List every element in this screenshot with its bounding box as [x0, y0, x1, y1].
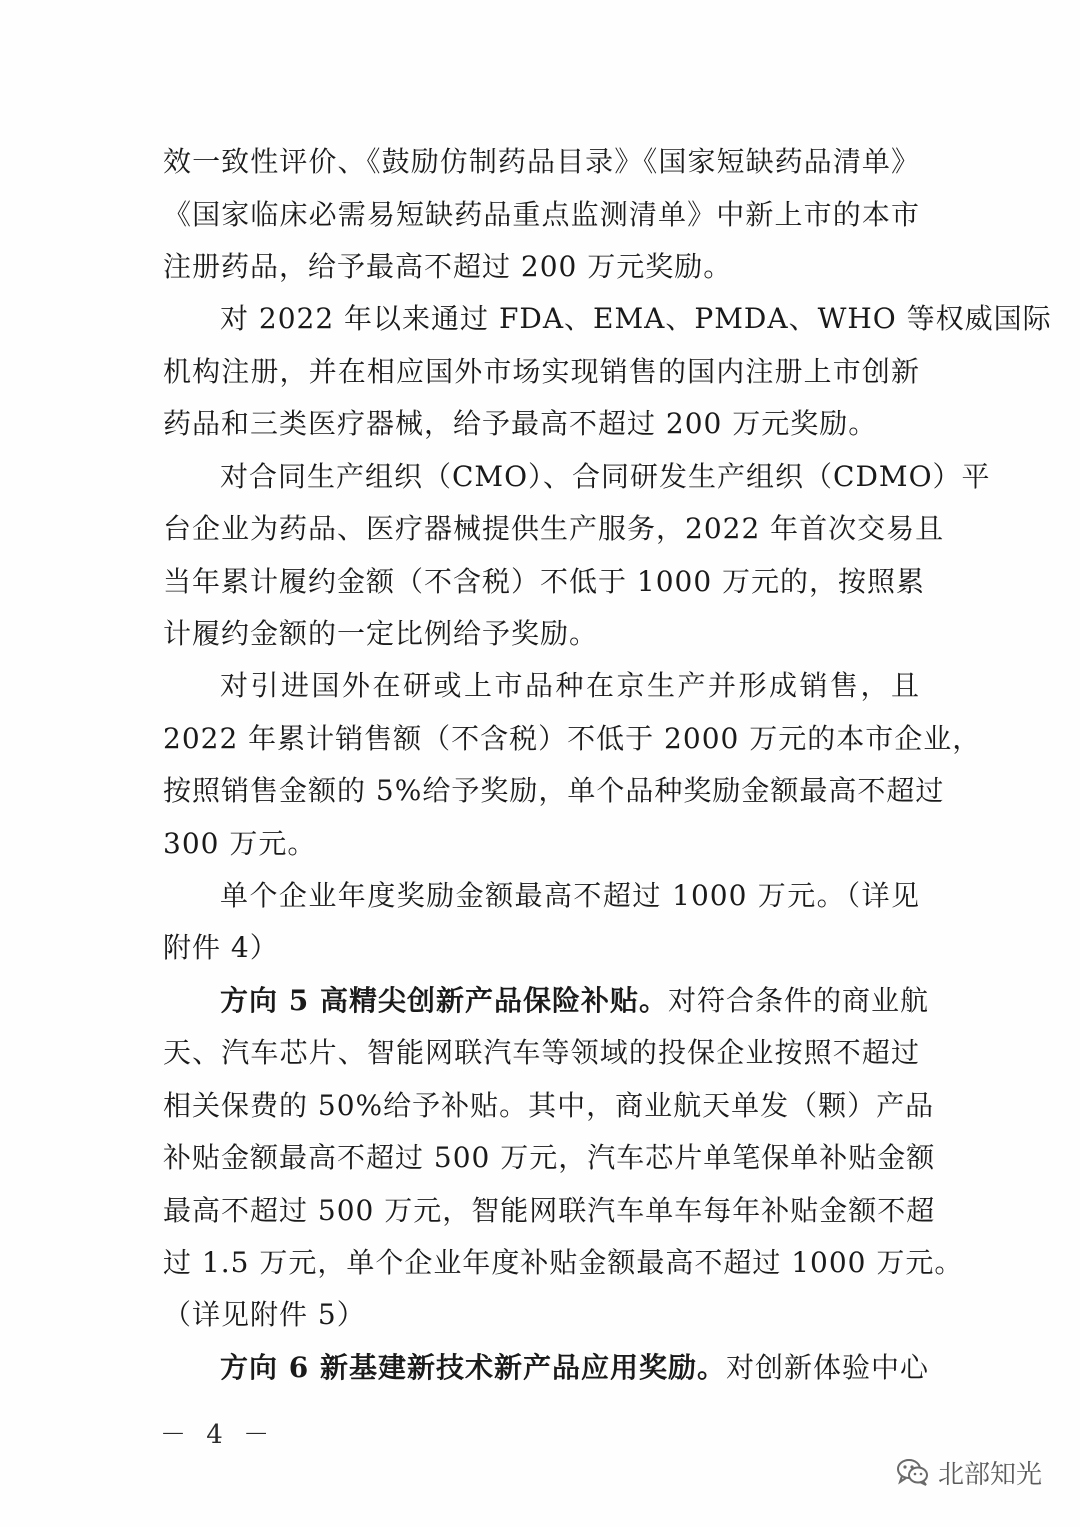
- body-line: 300 万元。: [163, 827, 317, 860]
- direction-6-heading: 方向 6 新基建新技术新产品应用奖励。: [220, 1351, 726, 1384]
- body-line: 对合同生产组织（CMO）、合同研发生产组织（CDMO）平: [220, 460, 991, 493]
- body-line: 天、汽车芯片、智能网联汽车等领域的投保企业按照不超过: [163, 1036, 920, 1069]
- wechat-icon: [896, 1457, 930, 1487]
- body-line: 台企业为药品、医疗器械提供生产服务，2022 年首次交易且: [163, 512, 945, 545]
- body-line: （详见附件 5）: [163, 1298, 366, 1331]
- direction-6-paragraph-start: [220, 1346, 929, 1390]
- body-line: 机构注册，并在相应国外市场实现销售的国内注册上市创新: [163, 355, 920, 388]
- direction-5-heading: 方向 5 高精尖创新产品保险补贴。: [220, 984, 668, 1017]
- body-line: 注册药品，给予最高不超过 200 万元奖励。: [163, 250, 733, 283]
- body-line: 2022 年累计销售额（不含税）不低于 2000 万元的本市企业，: [163, 722, 982, 755]
- direction-5-text: 对符合条件的商业航: [667, 984, 929, 1017]
- body-line: 效一致性评价、《鼓励仿制药品目录》《国家短缺药品清单》: [163, 145, 920, 178]
- page-number: － 4 －: [160, 1420, 276, 1450]
- body-line: 计履约金额的一定比例给予奖励。: [163, 617, 599, 650]
- body-line: 补贴金额最高不超过 500 万元，汽车芯片单笔保单补贴金额: [163, 1141, 936, 1174]
- body-line: 《国家临床必需易短缺药品重点监测清单》中新上市的本市: [163, 198, 920, 231]
- direction-6-text: 对创新体验中心: [725, 1351, 929, 1384]
- body-line: 单个企业年度奖励金额最高不超过 1000 万元。（详见: [220, 879, 920, 912]
- body-line: 最高不超过 500 万元，智能网联汽车单车每年补贴金额不超: [163, 1194, 936, 1227]
- watermark: [896, 1452, 1042, 1492]
- body-line: 对引进国外在研或上市品种在京生产并形成销售，且: [220, 669, 920, 702]
- body-line: 当年累计履约金额（不含税）不低于 1000 万元的，按照累: [163, 565, 926, 598]
- body-line: 过 1.5 万元，单个企业年度补贴金额最高不超过 1000 万元。: [163, 1246, 964, 1279]
- direction-5-paragraph-start: [220, 979, 929, 1023]
- body-line: 药品和三类医疗器械，给予最高不超过 200 万元奖励。: [163, 407, 878, 440]
- body-line: 附件 4）: [163, 931, 279, 964]
- body-line: 对 2022 年以来通过 FDA、EMA、PMDA、WHO 等权威国际: [220, 302, 1052, 335]
- body-line: 相关保费的 50%给予补贴。其中，商业航天单发（颗）产品: [163, 1089, 935, 1122]
- body-line: 按照销售金额的 5%给予奖励，单个品种奖励金额最高不超过: [163, 774, 945, 807]
- watermark-text: 北部知光: [938, 1459, 1043, 1490]
